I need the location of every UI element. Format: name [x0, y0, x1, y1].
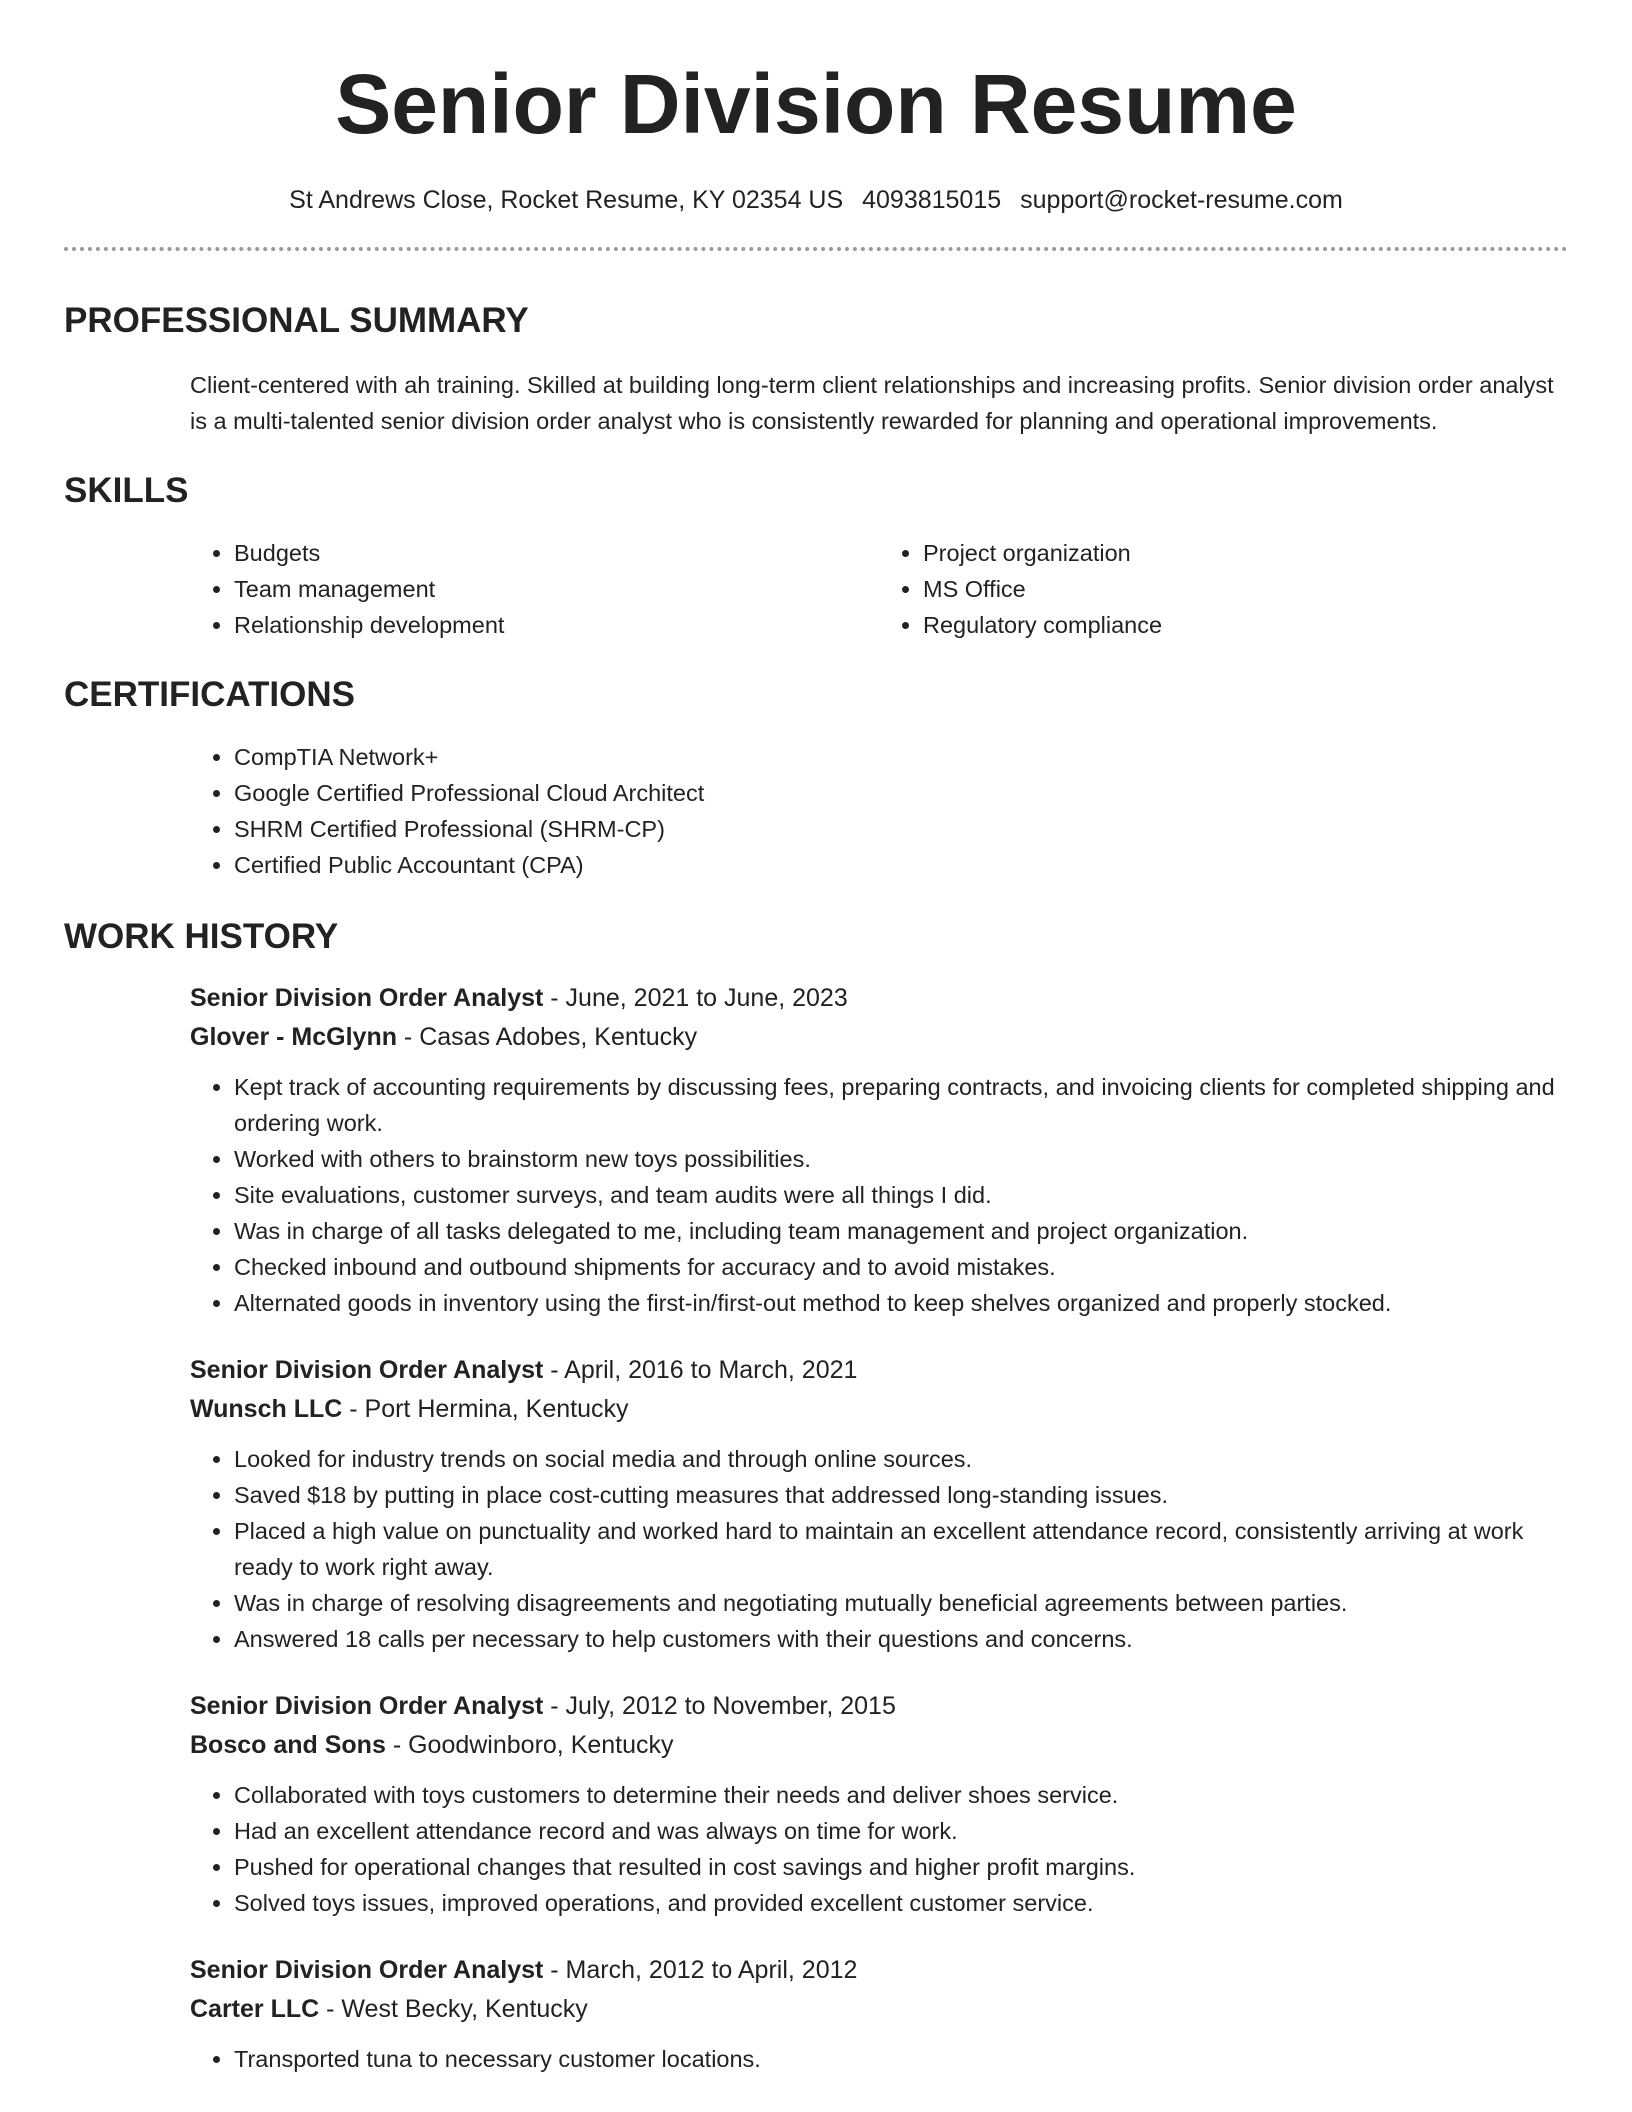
professional-summary-section [64, 301, 1568, 439]
skills-list-right [879, 535, 1568, 643]
job-location: - Port Hermina, Kentucky [342, 1395, 629, 1423]
job-bullet: • Was in charge of resolving disagreements and negotiating mutually beneficial agreements between parties. [234, 1585, 1568, 1621]
contact-phone: 4093815015 [862, 186, 1002, 214]
job-bullet: • Placed a high value on punctuality and worked hard to maintain an excellent attendance record, consistently arriving at work ready to work right away. [234, 1513, 1568, 1585]
skills-grid [190, 535, 1568, 643]
section-heading: SKILLS [64, 471, 189, 510]
job-bullet: • Solved toys issues, improved operations, and provided excellent customer service. [234, 1885, 1568, 1921]
job-entry [190, 979, 1568, 1321]
job-bullet: • Kept track of accounting requirements by discussing fees, preparing contracts, and invoicing clients for completed shipping and ordering work. [234, 1069, 1568, 1141]
job-bullets [190, 1777, 1568, 1921]
contact-email: support@rocket-resume.com [1020, 186, 1343, 214]
job-bullets [190, 2041, 1568, 2077]
skill-item: • Regulatory compliance [923, 607, 1568, 643]
job-employer: Wunsch LLC [190, 1395, 343, 1423]
job-title-line [190, 1951, 1568, 1989]
job-dates: - March, 2012 to April, 2012 [543, 1956, 858, 1984]
job-employer-line [190, 1017, 1568, 1057]
job-bullets [190, 1441, 1568, 1657]
job-bullet: • Worked with others to brainstorm new toys possibilities. [234, 1141, 1568, 1177]
job-dates: - June, 2021 to June, 2023 [543, 984, 848, 1012]
certifications-section [64, 675, 1568, 883]
job-title-line [190, 979, 1568, 1017]
job-employer: Bosco and Sons [190, 1731, 386, 1759]
contact-line [64, 186, 1568, 215]
job-entry [190, 1687, 1568, 1921]
job-employer: Carter LLC [190, 1995, 320, 2023]
job-employer: Glover - McGlynn [190, 1023, 397, 1051]
certification-item: • SHRM Certified Professional (SHRM-CP) [234, 811, 1568, 847]
job-bullet: • Checked inbound and outbound shipments for accuracy and to avoid mistakes. [234, 1249, 1568, 1285]
job-entry [190, 1951, 1568, 2077]
job-bullets [190, 1069, 1568, 1321]
job-employer-line [190, 1389, 1568, 1429]
job-entry [190, 1351, 1568, 1657]
job-employer-line [190, 1725, 1568, 1765]
contact-address: St Andrews Close, Rocket Resume, KY 02354 US [289, 186, 844, 214]
certification-item: • CompTIA Network+ [234, 739, 1568, 775]
job-bullet: • Alternated goods in inventory using the first-in/first-out method to keep shelves organized and properly stocked. [234, 1285, 1568, 1321]
job-location: - West Becky, Kentucky [319, 1995, 588, 2023]
header-divider [64, 247, 1568, 251]
job-title: Senior Division Order Analyst [190, 984, 544, 1012]
job-employer-line [190, 1989, 1568, 2029]
job-dates: - July, 2012 to November, 2015 [543, 1692, 896, 1720]
job-dates: - April, 2016 to March, 2021 [543, 1356, 858, 1384]
job-bullet: • Collaborated with toys customers to determine their needs and deliver shoes service. [234, 1777, 1568, 1813]
certifications-list [190, 739, 1568, 883]
job-bullet: • Looked for industry trends on social media and through online sources. [234, 1441, 1568, 1477]
skill-item: • Project organization [923, 535, 1568, 571]
section-heading: CERTIFICATIONS [64, 675, 356, 714]
work-history-section [64, 917, 1568, 2077]
skill-item: • Team management [234, 571, 879, 607]
job-bullet: • Was in charge of all tasks delegated to me, including team management and project organization. [234, 1213, 1568, 1249]
job-title: Senior Division Order Analyst [190, 1356, 544, 1384]
job-bullet: • Pushed for operational changes that resulted in cost savings and higher profit margins. [234, 1849, 1568, 1885]
skill-item: • Budgets [234, 535, 879, 571]
job-bullet: • Site evaluations, customer surveys, and team audits were all things I did. [234, 1177, 1568, 1213]
job-bullet: • Had an excellent attendance record and was always on time for work. [234, 1813, 1568, 1849]
section-heading: PROFESSIONAL SUMMARY [64, 301, 529, 340]
resume-name: Senior Division Resume [335, 57, 1297, 151]
section-heading: WORK HISTORY [64, 917, 339, 956]
job-bullet: • Transported tuna to necessary customer locations. [234, 2041, 1568, 2077]
job-title: Senior Division Order Analyst [190, 1692, 544, 1720]
job-title: Senior Division Order Analyst [190, 1956, 544, 1984]
skill-item: • Relationship development [234, 607, 879, 643]
job-bullet: • Answered 18 calls per necessary to help customers with their questions and concerns. [234, 1621, 1568, 1657]
certification-item: • Google Certified Professional Cloud Architect [234, 775, 1568, 811]
job-location: - Casas Adobes, Kentucky [396, 1023, 698, 1051]
certification-item: • Certified Public Accountant (CPA) [234, 847, 1568, 883]
skills-list-left [190, 535, 879, 643]
job-bullet: • Saved $18 by putting in place cost-cutting measures that addressed long-standing issues. [234, 1477, 1568, 1513]
job-title-line [190, 1351, 1568, 1389]
skills-section [64, 471, 1568, 643]
summary-text: Client-centered with ah training. Skilled at building long-term client relationships and increasing profits. Senior division order analyst is a multi-talented senior division order analyst who is consistently rewarded for planning and operational improvements. [190, 372, 1554, 434]
job-title-line [190, 1687, 1568, 1725]
skill-item: • MS Office [923, 571, 1568, 607]
job-location: - Goodwinboro, Kentucky [385, 1731, 674, 1759]
